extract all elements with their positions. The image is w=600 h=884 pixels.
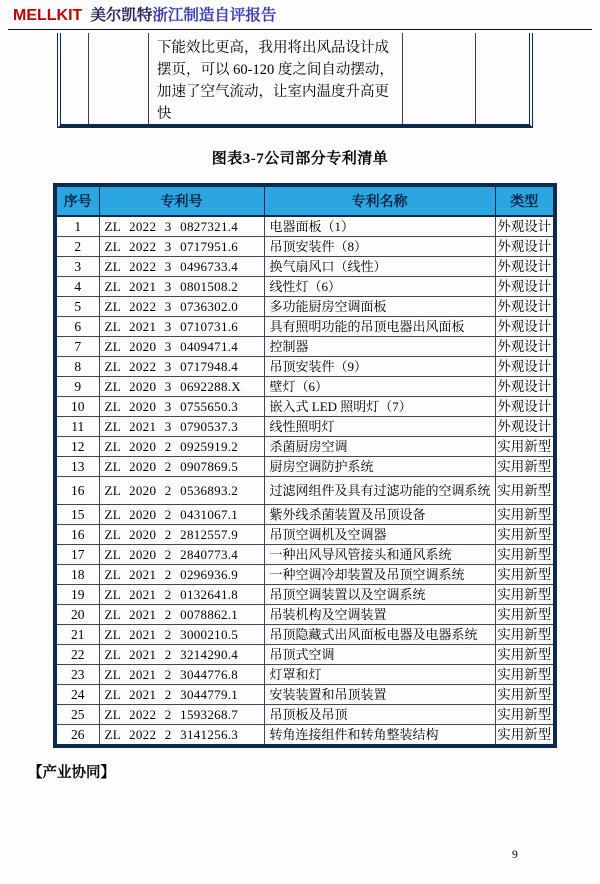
cell-type: 外观设计 bbox=[495, 317, 555, 337]
table-row bbox=[55, 505, 555, 525]
cell-patent-number: ZL 2020 2 0536893.2 bbox=[99, 477, 264, 505]
column-header-type: 类型 bbox=[495, 185, 555, 216]
cell-patent-number: ZL 2020 2 2812557.9 bbox=[99, 525, 264, 545]
cell-no: 18 bbox=[55, 565, 99, 585]
cell-type: 外观设计 bbox=[495, 297, 555, 317]
table-row bbox=[55, 545, 555, 565]
cell-no: 16 bbox=[55, 477, 99, 505]
cell-no: 13 bbox=[55, 457, 99, 477]
cell-no: 26 bbox=[55, 725, 99, 747]
cell-type: 实用新型 bbox=[495, 505, 555, 525]
cell-type: 外观设计 bbox=[495, 357, 555, 377]
patent-table-body bbox=[55, 216, 555, 746]
cell-patent-name: 紫外线杀菌装置及吊顶设备 bbox=[264, 505, 495, 525]
table-row bbox=[55, 417, 555, 437]
cell-patent-name: 壁灯（6） bbox=[264, 377, 495, 397]
cell-no: 4 bbox=[55, 277, 99, 297]
header-divider bbox=[8, 29, 592, 30]
cell-patent-number: ZL 2020 2 0925919.2 bbox=[99, 437, 264, 457]
table-row bbox=[55, 216, 555, 237]
column-header-patent-name: 专利名称 bbox=[264, 185, 495, 216]
report-title: 浙江制造自评报告 bbox=[152, 7, 277, 24]
cell-patent-name: 过滤网组件及具有过滤功能的空调系统 bbox=[264, 477, 495, 505]
table-row bbox=[55, 297, 555, 317]
cell-type: 外观设计 bbox=[495, 216, 555, 237]
cell-patent-number: ZL 2021 2 3000210.5 bbox=[99, 625, 264, 645]
section-heading-industry-synergy: 【产业协同】 bbox=[28, 765, 115, 781]
cell-patent-name: 吊顶空调装置以及空调系统 bbox=[264, 585, 495, 605]
table-row bbox=[55, 605, 555, 625]
cell-type: 实用新型 bbox=[495, 457, 555, 477]
cell-no: 22 bbox=[55, 645, 99, 665]
cell-patent-number: ZL 2021 2 0132641.8 bbox=[99, 585, 264, 605]
fragment-cell-empty-2 bbox=[89, 33, 149, 124]
table-row bbox=[55, 257, 555, 277]
cell-type: 实用新型 bbox=[495, 605, 555, 625]
cell-no: 12 bbox=[55, 437, 99, 457]
cell-type: 外观设计 bbox=[495, 257, 555, 277]
cell-patent-number: ZL 2021 3 0790537.3 bbox=[99, 417, 264, 437]
cell-patent-name: 吊顶空调机及空调器 bbox=[264, 525, 495, 545]
table-row bbox=[55, 725, 555, 747]
table-row bbox=[55, 437, 555, 457]
table-row bbox=[55, 585, 555, 605]
cell-patent-name: 吊顶式空调 bbox=[264, 645, 495, 665]
table-header-row bbox=[55, 185, 555, 216]
cell-patent-name: 吊顶安装件（8） bbox=[264, 237, 495, 257]
cell-type: 实用新型 bbox=[495, 545, 555, 565]
cell-patent-number: ZL 2022 3 0717948.4 bbox=[99, 357, 264, 377]
cell-type: 实用新型 bbox=[495, 725, 555, 747]
cell-patent-number: ZL 2022 3 0496733.4 bbox=[99, 257, 264, 277]
cell-patent-name: 一种出风导风管接头和通风系统 bbox=[264, 545, 495, 565]
cell-type: 实用新型 bbox=[495, 525, 555, 545]
cell-type: 实用新型 bbox=[495, 645, 555, 665]
cell-patent-number: ZL 2022 2 1593268.7 bbox=[99, 705, 264, 725]
cell-no: 21 bbox=[55, 625, 99, 645]
cell-patent-name: 具有照明功能的吊顶电器出风面板 bbox=[264, 317, 495, 337]
cell-patent-name: 转角连接组件和转角整装结构 bbox=[264, 725, 495, 747]
cell-patent-name: 吊顶板及吊顶 bbox=[264, 705, 495, 725]
cell-type: 实用新型 bbox=[495, 685, 555, 705]
cell-type: 实用新型 bbox=[495, 565, 555, 585]
table-row bbox=[55, 477, 555, 505]
cell-type: 实用新型 bbox=[495, 585, 555, 605]
cell-type: 实用新型 bbox=[495, 705, 555, 725]
cell-type: 外观设计 bbox=[495, 397, 555, 417]
table-row bbox=[55, 397, 555, 417]
cell-no: 19 bbox=[55, 585, 99, 605]
cell-patent-number: ZL 2021 3 0801508.2 bbox=[99, 277, 264, 297]
cell-patent-name: 嵌入式 LED 照明灯（7） bbox=[264, 397, 495, 417]
cell-patent-name: 控制器 bbox=[264, 337, 495, 357]
table-row bbox=[55, 237, 555, 257]
table-row bbox=[55, 377, 555, 397]
cell-no: 2 bbox=[55, 237, 99, 257]
cell-no: 17 bbox=[55, 545, 99, 565]
cell-patent-name: 厨房空调防护系统 bbox=[264, 457, 495, 477]
cell-patent-name: 杀菌厨房空调 bbox=[264, 437, 495, 457]
table-row bbox=[55, 457, 555, 477]
table-row bbox=[55, 357, 555, 377]
cell-patent-name: 电器面板（1） bbox=[264, 216, 495, 237]
fragment-cell-empty-3 bbox=[403, 33, 476, 124]
brand-logo-text: MELLKIT bbox=[13, 7, 83, 24]
cell-no: 24 bbox=[55, 685, 99, 705]
cell-no: 16 bbox=[55, 525, 99, 545]
cell-type: 实用新型 bbox=[495, 437, 555, 457]
cell-patent-name: 线性灯（6） bbox=[264, 277, 495, 297]
column-header-no: 序号 bbox=[55, 185, 99, 216]
cell-type: 实用新型 bbox=[495, 625, 555, 645]
cell-no: 6 bbox=[55, 317, 99, 337]
cell-no: 10 bbox=[55, 397, 99, 417]
cell-no: 20 bbox=[55, 605, 99, 625]
cell-patent-number: ZL 2021 2 0078862.1 bbox=[99, 605, 264, 625]
cell-patent-number: ZL 2022 3 0736302.0 bbox=[99, 297, 264, 317]
table-row bbox=[55, 705, 555, 725]
brand-chinese-name: 美尔凯特 bbox=[90, 7, 153, 24]
cell-type: 外观设计 bbox=[495, 377, 555, 397]
table-row bbox=[55, 645, 555, 665]
cell-type: 外观设计 bbox=[495, 337, 555, 357]
cell-no: 1 bbox=[55, 216, 99, 237]
cell-patent-name: 一种空调冷却装置及吊顶空调系统 bbox=[264, 565, 495, 585]
cell-patent-name: 换气扇风口（线性） bbox=[264, 257, 495, 277]
cell-patent-number: ZL 2021 2 3044776.8 bbox=[99, 665, 264, 685]
table-row bbox=[55, 685, 555, 705]
cell-patent-number: ZL 2022 2 3141256.3 bbox=[99, 725, 264, 747]
cell-no: 7 bbox=[55, 337, 99, 357]
cell-type: 外观设计 bbox=[495, 237, 555, 257]
table-row bbox=[55, 665, 555, 685]
table-caption: 图表3-7公司部分专利清单 bbox=[211, 151, 389, 167]
cell-patent-number: ZL 2021 3 0710731.6 bbox=[99, 317, 264, 337]
cell-patent-number: ZL 2020 2 0907869.5 bbox=[99, 457, 264, 477]
cell-patent-number: ZL 2021 2 3044779.1 bbox=[99, 685, 264, 705]
cell-type: 外观设计 bbox=[495, 277, 555, 297]
cell-patent-name: 灯罩和灯 bbox=[264, 665, 495, 685]
cell-patent-number: ZL 2022 3 0827321.4 bbox=[99, 216, 264, 237]
continued-table-fragment bbox=[57, 33, 533, 128]
cell-patent-number: ZL 2020 2 2840773.4 bbox=[99, 545, 264, 565]
fragment-cell-empty-1 bbox=[61, 33, 89, 124]
cell-patent-name: 多功能厨房空调面板 bbox=[264, 297, 495, 317]
cell-patent-name: 安装装置和吊顶装置 bbox=[264, 685, 495, 705]
table-row bbox=[55, 625, 555, 645]
cell-no: 8 bbox=[55, 357, 99, 377]
patent-table bbox=[53, 183, 557, 748]
fragment-cell-text: 下能效比更高，我用将出风品设计成摆页，可以 60-120 度之间自动摆动，加速了空气流动，让室内温度升高更快 bbox=[149, 33, 403, 124]
page-number: 9 bbox=[512, 849, 518, 861]
table-row bbox=[55, 277, 555, 297]
cell-patent-number: ZL 2021 2 3214290.4 bbox=[99, 645, 264, 665]
cell-patent-number: ZL 2020 3 0692288.X bbox=[99, 377, 264, 397]
cell-patent-name: 吊顶安装件（9） bbox=[264, 357, 495, 377]
cell-no: 5 bbox=[55, 297, 99, 317]
cell-patent-number: ZL 2020 2 0431067.1 bbox=[99, 505, 264, 525]
cell-type: 外观设计 bbox=[495, 417, 555, 437]
report-header bbox=[13, 6, 276, 26]
cell-no: 25 bbox=[55, 705, 99, 725]
cell-patent-number: ZL 2020 3 0409471.4 bbox=[99, 337, 264, 357]
cell-no: 23 bbox=[55, 665, 99, 685]
cell-type: 实用新型 bbox=[495, 665, 555, 685]
table-row bbox=[55, 317, 555, 337]
cell-no: 15 bbox=[55, 505, 99, 525]
cell-patent-name: 吊顶隐藏式出风面板电器及电器系统 bbox=[264, 625, 495, 645]
cell-no: 9 bbox=[55, 377, 99, 397]
cell-patent-name: 线性照明灯 bbox=[264, 417, 495, 437]
column-header-patent-number: 专利号 bbox=[99, 185, 264, 216]
cell-patent-name: 吊装机构及空调装置 bbox=[264, 605, 495, 625]
fragment-cell-empty-4 bbox=[476, 33, 529, 124]
table-row bbox=[55, 337, 555, 357]
cell-no: 11 bbox=[55, 417, 99, 437]
cell-patent-number: ZL 2020 3 0755650.3 bbox=[99, 397, 264, 417]
cell-no: 3 bbox=[55, 257, 99, 277]
table-row bbox=[55, 565, 555, 585]
cell-type: 实用新型 bbox=[495, 477, 555, 505]
cell-patent-number: ZL 2021 2 0296936.9 bbox=[99, 565, 264, 585]
table-row bbox=[55, 525, 555, 545]
cell-patent-number: ZL 2022 3 0717951.6 bbox=[99, 237, 264, 257]
